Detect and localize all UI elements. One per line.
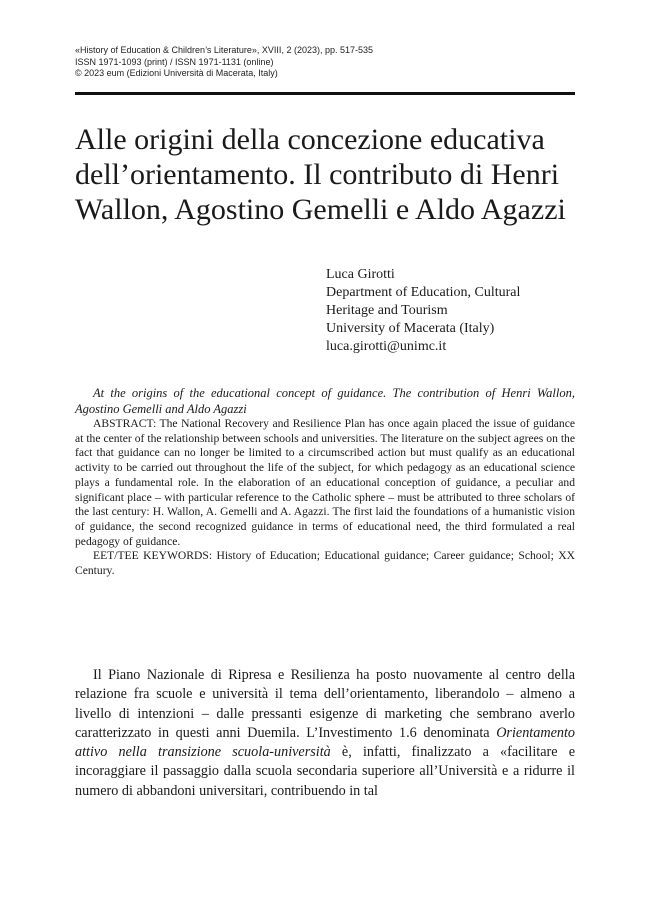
- journal-citation: «History of Education & Children’s Literature», XVIII, 2 (2023), pp. 517-535: [75, 45, 374, 55]
- abstract-text: ABSTRACT: The National Recovery and Resilience Plan has once again placed the issue of guidance at the center of the relationship between schools and universities. The literature on the subject agrees on the fact that guidance can no longer be limited to a circumscribed action but must qualify as an educational activity to be carried out throughout the life of the subject, for which pedagogy as an educational science plays a fundamental role. In the elaboration of an educational conception of guidance, a peculiar and significant place – with particular reference to the Catholic sphere – must be attributed to three scholars of the last century: H. Wallon, A. Gemelli and A. Agazzi. The first laid the foundations of a humanistic vision of guidance, the second recognized guidance in terms of educational need, the third formulated a real pedagogy of guidance.: [75, 417, 575, 548]
- body-paragraph: [75, 666, 575, 801]
- author-block: [326, 266, 586, 356]
- body-text-part2: è, infatti, finalizzato a «facilitare e incoraggiare il passaggio dalla scuola secondaria superiore all’Università e a ridurre il numero di abbandoni universitari, contribuendo in tal: [75, 744, 576, 799]
- author-email[interactable]: luca.girotti@unimc.it: [326, 339, 447, 354]
- article-title: Alle origini della concezione educativa dell’orientamento. Il contributo di Henri Wallon, Agostino Gemelli e Aldo Agazzi: [75, 123, 566, 226]
- body-text-part1: Il Piano Nazionale di Ripresa e Resilienza ha posto nuovamente al centro della relazione fra scuole e università il tema dell’orientamento, liberandolo – almeno a livello di intenzioni – dalle pressanti esigenze di marketing che sembrano averlo caratterizzato in questi anni Duemila. L’Investimento 1.6 denominata: [75, 667, 575, 741]
- copyright-line: © 2023 eum (Edizioni Università di Macerata, Italy): [75, 68, 278, 78]
- header-rule: [75, 92, 575, 95]
- author-department: Department of Education, Cultural: [326, 285, 521, 300]
- issn-line: ISSN 1971-1093 (print) / ISSN 1971-1131 (online): [75, 56, 274, 67]
- abstract-block: [75, 386, 575, 579]
- author-name: Luca Girotti: [326, 267, 395, 282]
- body-text-italic: Orientamento attivo nella transizione scuola-università: [75, 724, 575, 761]
- keywords: EET/TEE KEYWORDS: History of Education; Educational guidance; Career guidance; School; XX Century.: [75, 549, 575, 578]
- journal-header: [75, 45, 575, 80]
- author-university: University of Macerata (Italy): [326, 321, 495, 336]
- body-text: [75, 666, 575, 801]
- english-title: At the origins of the educational concept of guidance. The contribution of Henri Wallon, Agostino Gemelli and Aldo Agazzi: [75, 386, 575, 416]
- author-department-cont: Heritage and Tourism: [326, 303, 448, 318]
